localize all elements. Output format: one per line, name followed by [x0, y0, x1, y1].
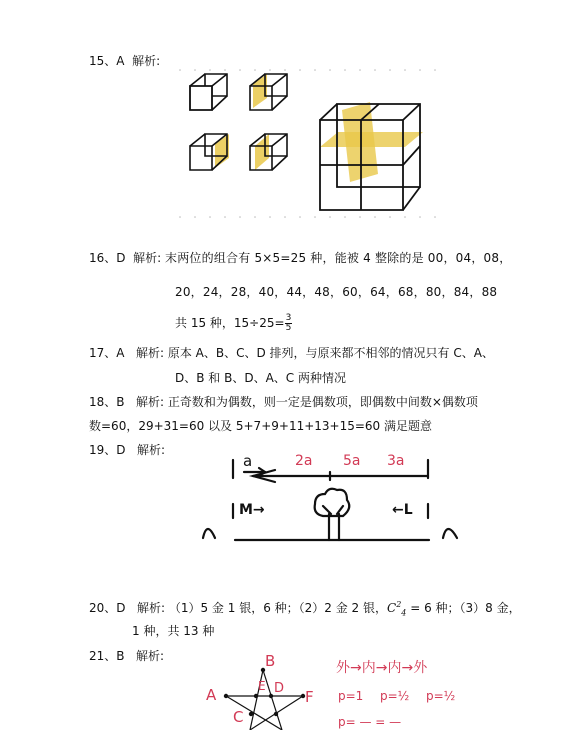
q18-text-1: 正奇数和为偶数，则一定是偶数项，即偶数中间数×偶数项	[167, 395, 478, 409]
q17-text-1: 原本 A、B、C、D 排列，与原来都不相邻的情况只有 C、A、	[167, 346, 494, 360]
q20-label: 20、D	[89, 601, 126, 615]
q18-text-2: 数=60，29+31=60 以及 5+7+9+11+13+15=60 满足题意	[89, 419, 432, 433]
star-label-a: A	[206, 686, 217, 704]
big-cube	[320, 102, 423, 210]
q20-tag: 解析:	[136, 601, 166, 615]
q18-tag: 解析:	[135, 395, 165, 409]
q21-tag: 解析:	[135, 649, 165, 663]
q16-tag: 解析:	[133, 251, 162, 265]
q19-heading	[89, 442, 165, 458]
small-cube-2	[250, 74, 287, 110]
small-cube-3	[190, 134, 229, 170]
q20-text-2: = 6 种；（3）8 金，	[410, 601, 521, 615]
star-label-d: D	[274, 681, 285, 696]
q20-comb-sub: 4	[401, 608, 407, 618]
q19-2a: 2a	[295, 453, 313, 469]
q19-a: a	[243, 452, 253, 470]
q17-tag: 解析:	[135, 346, 164, 360]
q16-line1	[89, 250, 511, 266]
q15-cube-figure	[175, 62, 445, 222]
q16-text-1: 末两位的组合有 5×5=25 种，能被 4 整除的是 00，04，08，	[165, 251, 512, 265]
q16-label: 16、D	[89, 251, 126, 265]
q15-tag: 解析:	[132, 54, 161, 68]
q21-p3: p=½	[426, 689, 456, 703]
q15-label: 15、A	[89, 54, 125, 68]
q21-star-sketch	[198, 650, 498, 730]
q19-m: M→	[239, 502, 265, 518]
q21-label: 21、B	[89, 649, 125, 663]
q17-label: 17、A	[89, 346, 125, 360]
q21-bottom-note: p= — = —	[338, 715, 402, 729]
q19-3a: 3a	[387, 453, 405, 469]
q15-heading	[89, 53, 160, 69]
q20-text-1: （1）5 金 1 银，6 种；（2）2 金 2 银，	[168, 601, 387, 615]
q20-combination	[387, 600, 407, 618]
q19-5a: 5a	[343, 453, 361, 469]
q17-line1	[89, 345, 494, 361]
q21-p1: p=1	[338, 689, 364, 703]
small-cube-1	[190, 74, 227, 110]
q16-text-2: 20，24，28，40，44，48，60，64，68，80，84，88	[175, 285, 498, 299]
q17-text-2: D、B 和 B、D、A、C 两种情况	[175, 371, 346, 385]
small-cube-4	[250, 134, 287, 170]
star-label-e: E	[258, 679, 266, 693]
q16-frac-den: 5	[285, 323, 292, 333]
q18-label: 18、B	[89, 395, 125, 409]
q21-heading	[89, 648, 164, 664]
q19-label: 19、D	[89, 443, 126, 457]
q19-tag: 解析:	[136, 443, 166, 457]
q21-p2: p=½	[380, 689, 410, 703]
q16-line3	[175, 314, 292, 333]
star-label-f: F	[305, 688, 314, 706]
q18-line1	[89, 394, 478, 410]
q16-frac-num: 3	[285, 313, 292, 323]
q20-comb-sup: 2	[396, 600, 402, 609]
q16-text-3: 共 15 种，15÷25=	[175, 316, 285, 330]
q19-sketch	[195, 448, 470, 548]
q20-line1	[89, 597, 521, 621]
q20-text-3: 1 种，共 13 种	[132, 624, 215, 638]
star-label-c: C	[233, 708, 244, 726]
q19-l: ←L	[392, 502, 413, 518]
q20-comb-base: C	[387, 601, 397, 615]
star-label-b: B	[265, 652, 276, 670]
q16-fraction	[285, 314, 293, 333]
q21-chain: 外→内→内→外	[336, 660, 428, 676]
